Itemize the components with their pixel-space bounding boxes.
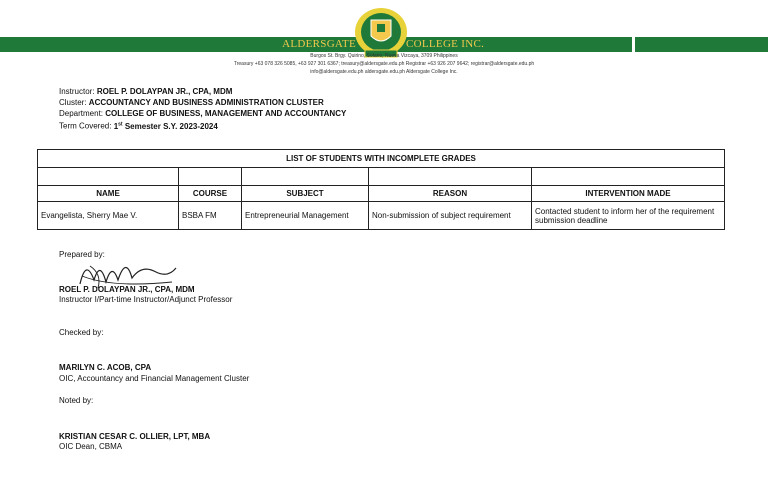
checked-by-label: Checked by: <box>59 328 104 337</box>
cell-course: BSBA FM <box>179 202 242 230</box>
cell-subject: Entrepreneurial Management <box>242 202 369 230</box>
cluster-name: ACCOUNTANCY AND BUSINESS ADMINISTRATION CLUSTER <box>88 98 324 107</box>
checked-by-name: MARILYN C. ACOB, CPA <box>59 363 152 372</box>
noted-by-name: KRISTIAN CESAR C. OLLIER, LPT, MBA <box>59 432 211 441</box>
cell-name: Evangelista, Sherry Mae V. <box>38 202 179 230</box>
col-header-name: NAME <box>38 186 179 202</box>
address-line: Burgos St. Brgy. Quirino, Solano, Nueva Vizcaya, 3709 Philippines <box>310 53 458 59</box>
table-header-row <box>38 186 725 202</box>
term-line: Term Covered: 1st Semester S.Y. 2023-2024 <box>59 121 218 131</box>
prepared-by-label: Prepared by: <box>59 250 105 259</box>
incomplete-grades-table <box>37 149 725 230</box>
school-name-right: COLLEGE INC. <box>406 38 485 50</box>
col-header-subject: SUBJECT <box>242 186 369 202</box>
prepared-by-name: ROEL P. DOLAYPAN JR., CPA, MDM <box>59 285 195 294</box>
col-header-reason: REASON <box>369 186 532 202</box>
table-row <box>38 202 725 230</box>
table-title: LIST OF STUDENTS WITH INCOMPLETE GRADES <box>38 150 725 168</box>
noted-by-title: OIC Dean, CBMA <box>59 442 123 451</box>
cell-intervention: Contacted student to inform her of the requirement submission deadline <box>532 202 725 230</box>
contacts-line-1: Treasury +63 078 326 5085, +63 927 301 6367; treasury@aldersgate.edu.ph Registrar +63 926 207 9642; registrar@aldersgate.edu.ph <box>233 61 535 67</box>
instructor-line: Instructor: ROEL P. DOLAYPAN JR., CPA, MDM <box>59 87 233 96</box>
contacts-line-2: info@aldersgate.edu.ph aldersgate.edu.ph Aldersgate College Inc. <box>310 69 458 75</box>
instructor-name: ROEL P. DOLAYPAN JR., CPA, MDM <box>96 87 233 96</box>
department-line: Department: COLLEGE OF BUSINESS, MANAGEMENT AND ACCOUNTANCY <box>59 109 347 118</box>
col-header-intervention: INTERVENTION MADE <box>532 186 725 202</box>
term-value: 1st Semester S.Y. 2023-2024 <box>113 121 218 131</box>
col-header-course: COURSE <box>179 186 242 202</box>
cluster-line: Cluster: ACCOUNTANCY AND BUSINESS ADMINISTRATION CLUSTER <box>59 98 324 107</box>
checked-by-title: OIC, Accountancy and Financial Management Cluster <box>59 374 250 383</box>
prepared-by-title: Instructor I/Part-time Instructor/Adjunct Professor <box>59 295 233 304</box>
noted-by-label: Noted by: <box>59 396 94 405</box>
school-name-left: ALDERSGATE <box>282 38 356 50</box>
department-name: COLLEGE OF BUSINESS, MANAGEMENT AND ACCOUNTANCY <box>105 109 347 118</box>
cell-reason: Non-submission of subject requirement <box>369 202 532 230</box>
